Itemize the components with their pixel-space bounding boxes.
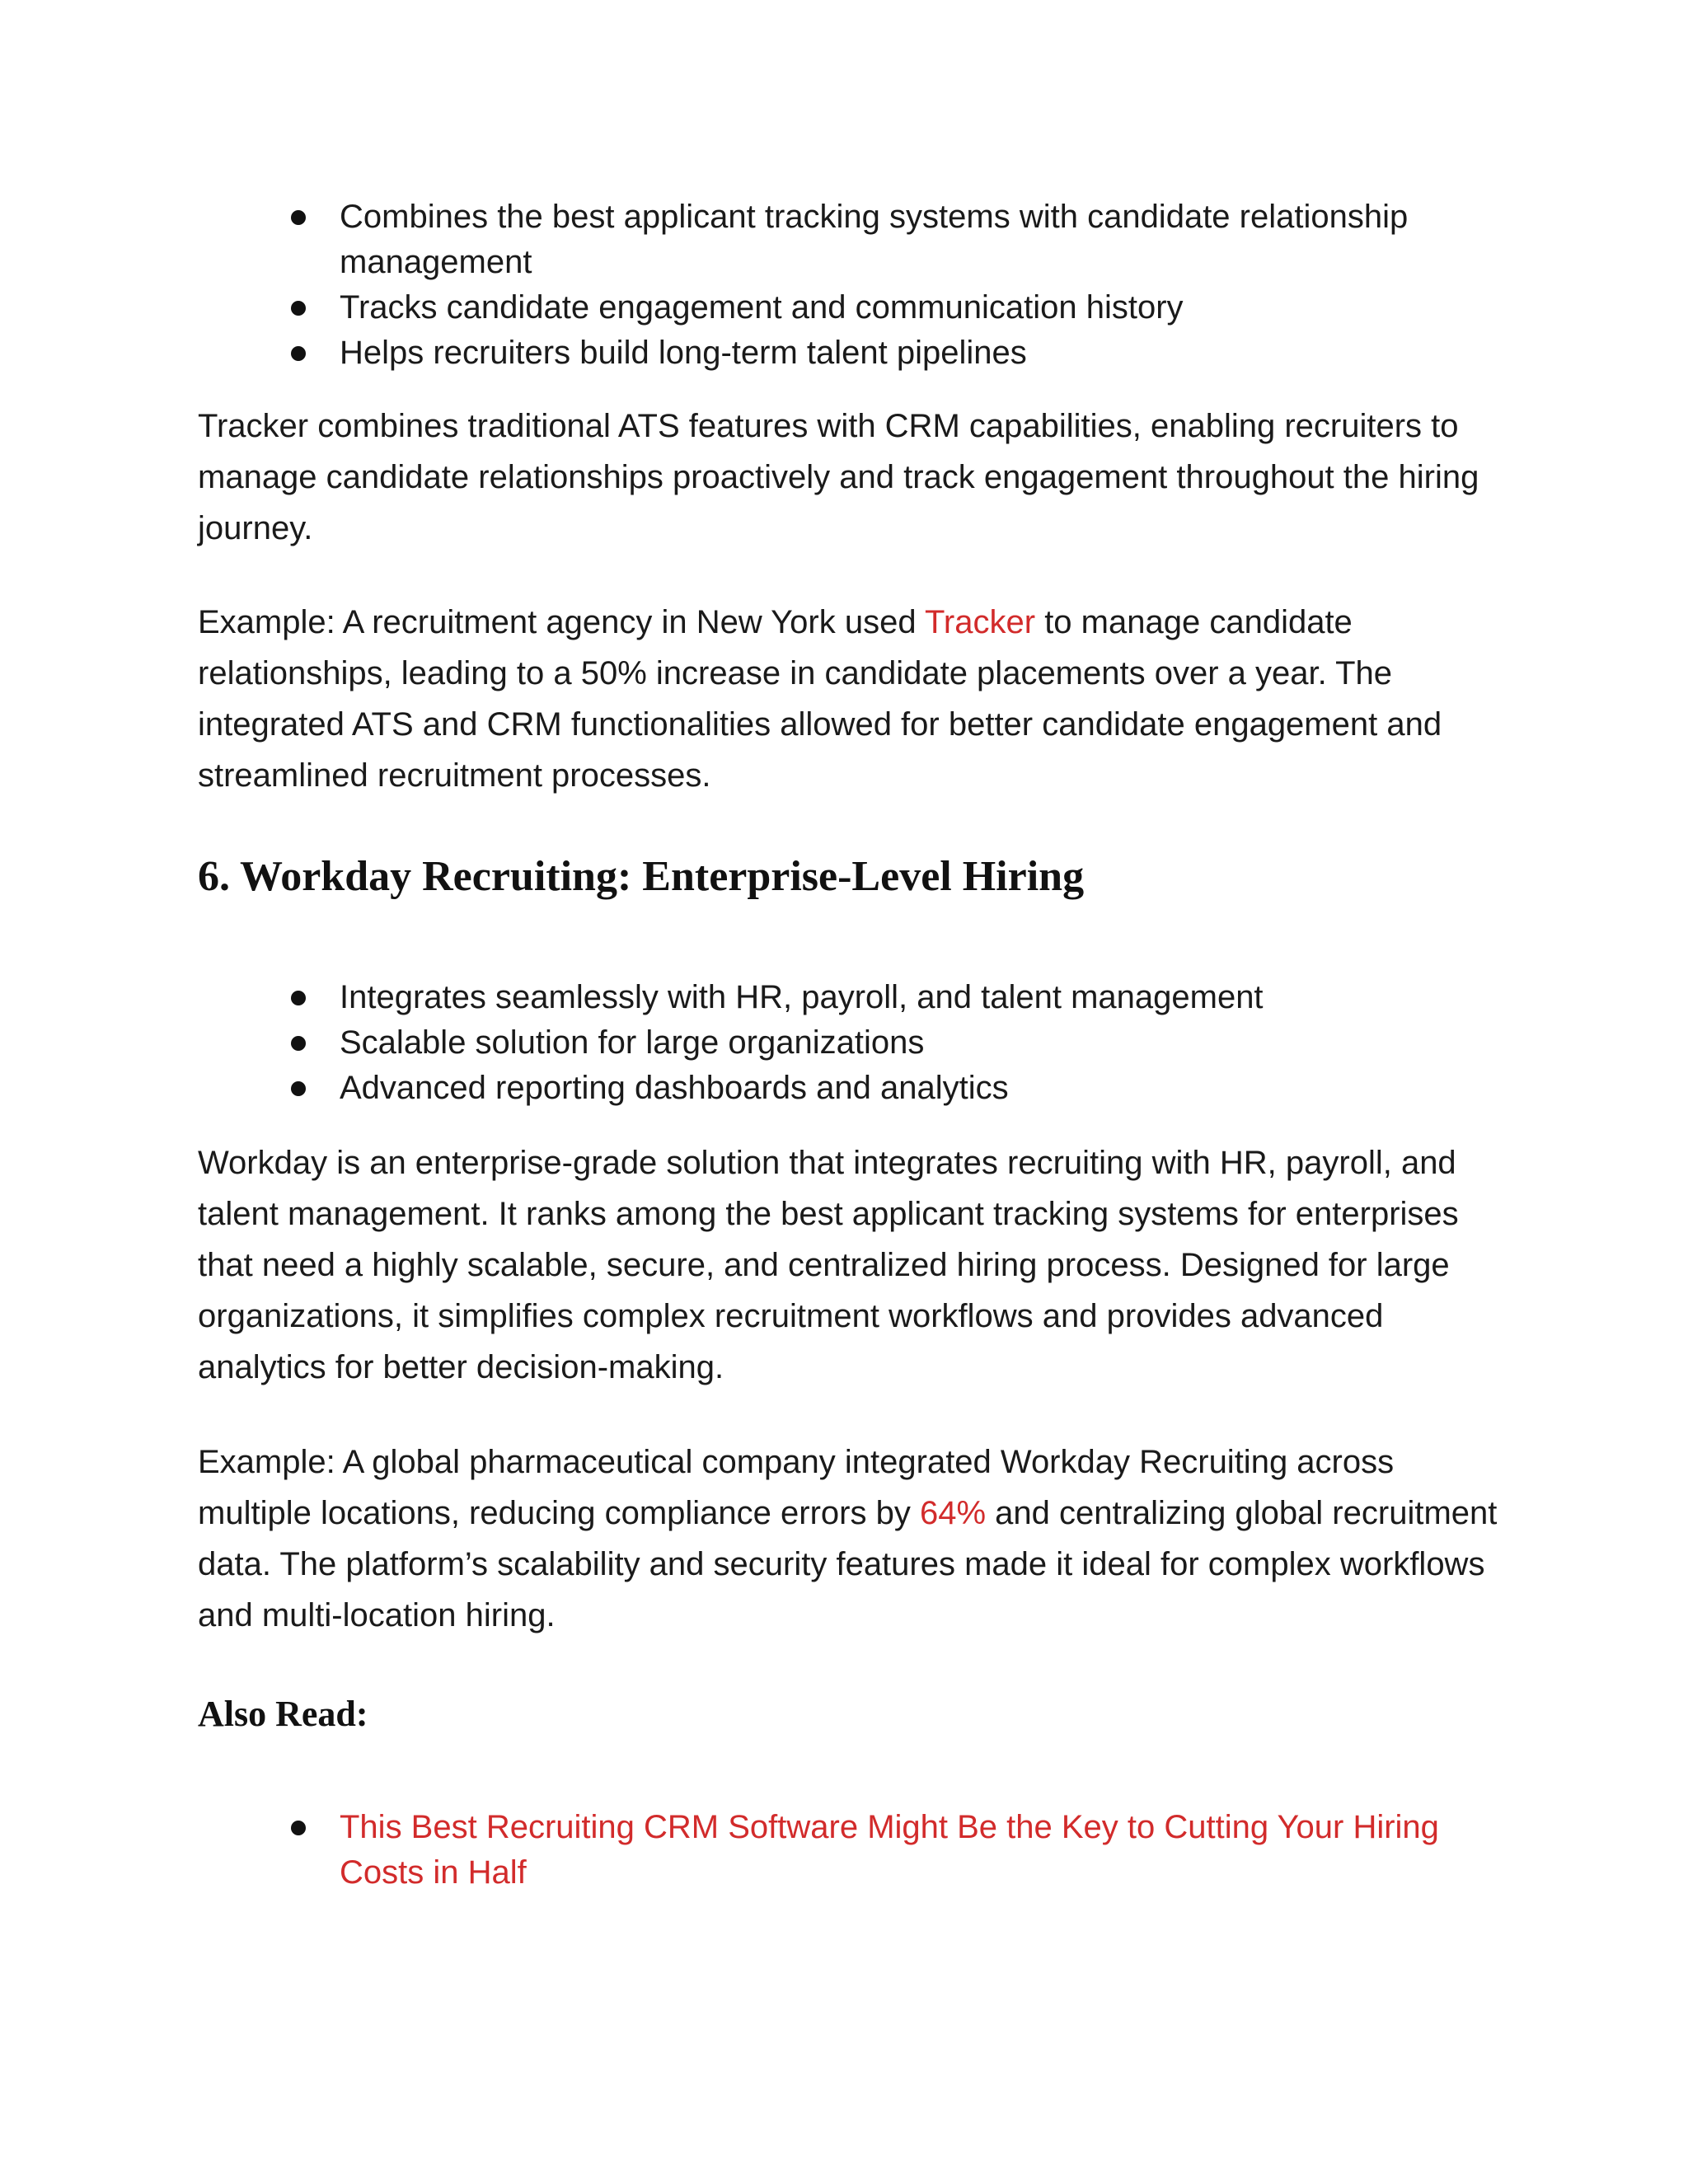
list-item: Tracks candidate engagement and communication history xyxy=(288,285,1484,330)
list-item xyxy=(288,1805,1484,1896)
workday-heading: 6. Workday Recruiting: Enterprise-Level Hiring xyxy=(198,853,1085,900)
list-item: Integrates seamlessly with HR, payroll, and talent management xyxy=(288,975,1484,1020)
tracker-example-rest: to manage candidate relationships, leading to a 50% increase in candidate placements over a year. The integrated ATS and CRM functionalities allowed for better candidate engagement and streamlined recruitment processes. xyxy=(198,604,1442,794)
list-item: Combines the best applicant tracking systems with candidate relationship management xyxy=(288,194,1484,285)
list-item: Helps recruiters build long-term talent pipelines xyxy=(288,330,1484,376)
list-item: Scalable solution for large organizations xyxy=(288,1020,1484,1066)
also-read-heading: Also Read: xyxy=(198,1694,368,1734)
tracker-link[interactable]: Tracker xyxy=(924,604,1036,640)
workday-description: Workday is an enterprise-grade solution that integrates recruiting with HR, payroll, and talent management. It ranks among the best applicant tracking systems for enterprises that need a highly scalable, secure, and centralized hiring process. Designed for large organizations, it simplifies complex recruitment workflows and provides advanced analytics for better decision-making. xyxy=(198,1145,1459,1385)
workday-example-rest: and centralizing global recruitment data. The platform’s scalability and security features made it ideal for complex workflows and multi-location hiring. xyxy=(198,1495,1498,1633)
workday-example-intro: Example: A global pharmaceutical company integrated Workday Recruiting across multiple locations, reducing compliance errors by xyxy=(198,1444,1395,1531)
also-read-link[interactable]: This Best Recruiting CRM Software Might Be the Key to Cutting Your Hiring Costs in Half xyxy=(340,1809,1439,1891)
workday-example xyxy=(198,1436,1500,1641)
tracker-example xyxy=(198,597,1500,801)
list-item: Advanced reporting dashboards and analytics xyxy=(288,1066,1484,1111)
also-read-list xyxy=(288,1805,1484,1896)
tracker-description: Tracker combines traditional ATS features with CRM capabilities, enabling recruiters to manage candidate relationships proactively and track engagement throughout the hiring journey. xyxy=(198,408,1479,546)
workday-stat-link[interactable]: 64% xyxy=(919,1495,987,1531)
tracker-example-intro: Example: A recruitment agency in New York used xyxy=(198,604,925,640)
workday-feature-list xyxy=(288,975,1484,1111)
tracker-feature-list xyxy=(288,194,1484,376)
